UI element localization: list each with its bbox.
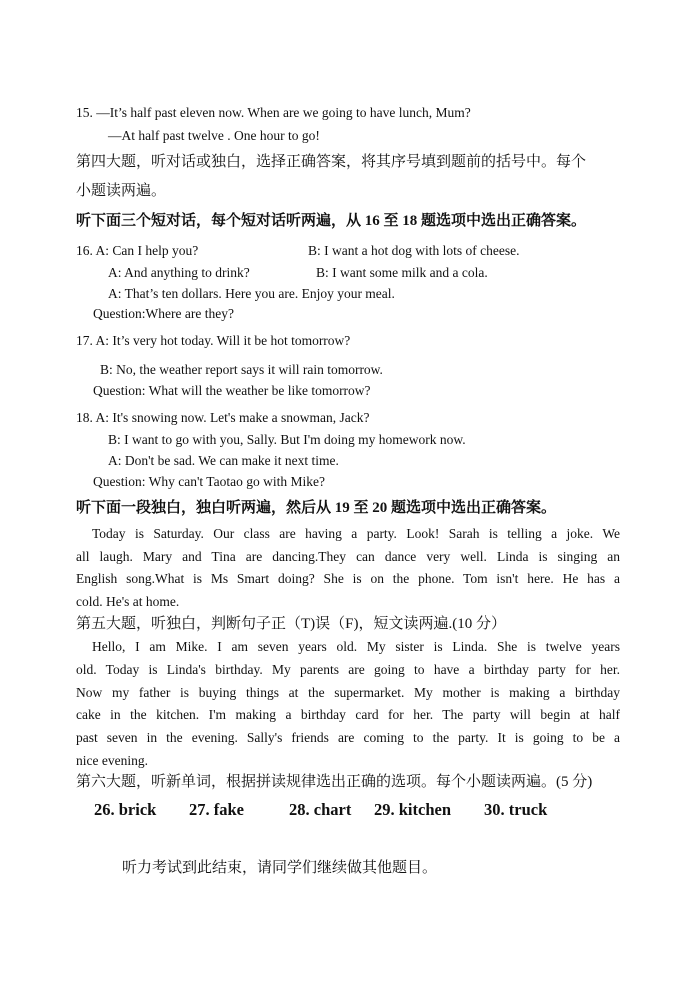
passage2-line: Hello, I am Mike. I am seven years old. My sister is Linda. She is twelve years [92,639,620,654]
section4-sub-instruction: 听下面三个短对话，每个短对话听两遍，从 16 至 18 题选项中选出正确答案。 [76,213,587,229]
q16-b1: B: I want a hot dog with lots of cheese. [308,243,520,258]
word-item: 27. fake [189,800,244,819]
word-item: 26. brick [94,800,157,819]
q18-b1: B: I want to go with you, Sally. But I'm doing my homework now. [108,432,466,447]
passage2-line: old. Today is Linda's birthday. My parents are going to have a birthday party for her. [76,662,620,677]
q17-b1: B: No, the weather report says it will rain tomorrow. [100,362,383,377]
q18-a2: A: Don't be sad. We can make it next time. [108,453,339,468]
q17-a1: 17. A: It’s very hot today. Will it be hot tomorrow? [76,333,351,348]
q16-question: Question:Where are they? [93,306,234,321]
q15-line1: 15. —It’s half past eleven now. When are we going to have lunch, Mum? [76,105,471,120]
word-item: 29. kitchen [374,800,452,819]
section4-title: 第四大题，听对话或独白，选择正确答案，将其序号填到题前的括号中。每个 [76,154,587,170]
ending-note: 听力考试到此结束，请同学们继续做其他题目。 [122,860,438,876]
q16-a1: 16. A: Can I help you? [76,243,199,258]
passage2-line: cake in the kitchen. I'm making a birthday card for her. The party will begin at half [76,707,620,722]
q18-question: Question: Why can't Taotao go with Mike? [93,474,325,489]
q18-a1: 18. A: It's snowing now. Let's make a snowman, Jack? [76,410,370,425]
passage2-line: past seven in the evening. Sally's friends are coming to the party. It is going to be a [76,730,620,745]
monologue-instruction: 听下面一段独白，独白听两遍，然后从 19 至 20 题选项中选出正确答案。 [76,500,557,516]
passage2-line: Now my father is buying things at the supermarket. My mother is making a birthday [76,685,620,700]
section6-title: 第六大题，听新单词，根据拼读规律选出正确的选项。每个小题读两遍。(5 分) [76,774,593,790]
q16-a3: A: That’s ten dollars. Here you are. Enjoy your meal. [108,286,395,301]
q16-a2: A: And anything to drink? [108,265,250,280]
passage1-line: all laugh. Mary and Tina are dancing.They can dance very well. Linda is singing an [76,549,620,564]
section5-title: 第五大题，听独白，判断句子正（T)误（F)，短文读两遍.(10 分） [76,616,506,632]
q15-line2: —At half past twelve . One hour to go! [108,128,320,143]
q16-b2: B: I want some milk and a cola. [316,265,488,280]
passage2-line: nice evening. [76,753,148,768]
word-item: 30. truck [484,800,548,819]
section4-title-cont: 小题读两遍。 [76,183,167,199]
passage1-line: cold. He's at home. [76,594,180,609]
q17-question: Question: What will the weather be like tomorrow? [93,383,371,398]
word-item: 28. chart [289,800,352,819]
passage1-line: Today is Saturday. Our class are having a party. Look! Sarah is telling a joke. We [92,526,620,541]
passage1-line: English song.What is Ms Smart doing? She is on the phone. Tom isn't here. He has a [76,571,620,586]
